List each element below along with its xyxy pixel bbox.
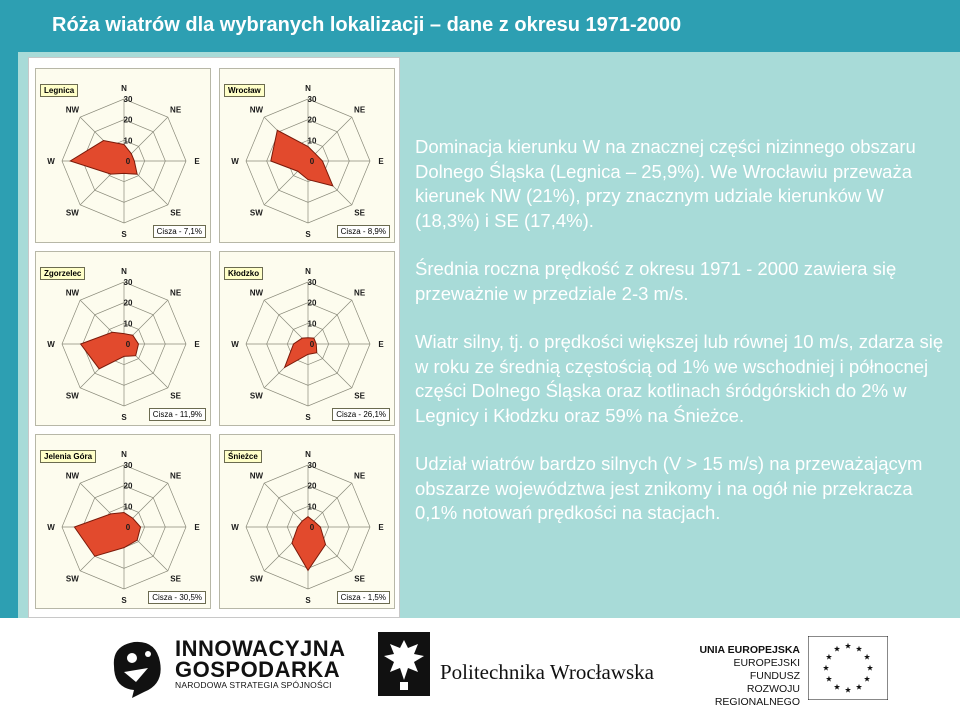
eu-logo-text: UNIA EUROPEJSKA EUROPEJSKI FUNDUSZ ROZWOJU REGIONALNEGO xyxy=(699,644,800,708)
rose-calm-label: Cisza - 8,9% xyxy=(337,225,390,238)
rose-direction-label: E xyxy=(378,523,384,532)
rose-direction-label: SE xyxy=(354,391,365,401)
rose-scale-label: 0 xyxy=(125,523,131,532)
rose-calm-label: Cisza - 11,9% xyxy=(149,408,206,421)
rose-direction-label: SE xyxy=(170,574,181,584)
rose-direction-label: SW xyxy=(65,574,79,584)
rose-direction-label: W xyxy=(231,157,239,166)
rose-scale-label: 20 xyxy=(307,481,317,491)
rose-scale-label: 30 xyxy=(307,461,317,470)
paragraph-mean-speed: Średnia roczna prędkość z okresu 1971 - 2000 zawiera się przeważnie w przedziale 2-3 m/s. xyxy=(415,258,897,304)
rose-direction-label: SE xyxy=(354,574,365,584)
rose-scale-label: 30 xyxy=(123,95,133,104)
footer-logos xyxy=(0,618,960,716)
rose-calm-label: Cisza - 30,5% xyxy=(148,591,206,604)
rose-scale-label: 0 xyxy=(309,157,315,166)
rose-scale-label: 30 xyxy=(307,95,317,104)
rose-direction-label: NE xyxy=(354,288,366,298)
rose-direction-label: S xyxy=(305,413,311,422)
rose-direction-label: N xyxy=(305,84,311,93)
university-name: Politechnika Wrocławska xyxy=(440,660,654,684)
rose-direction-label: NE xyxy=(170,288,182,298)
rose-direction-label: S xyxy=(305,596,311,605)
rose-scale-label: 20 xyxy=(307,298,317,308)
rose-direction-label: NW xyxy=(249,288,264,298)
rose-direction-label: E xyxy=(378,340,384,349)
innovation-logo-icon xyxy=(108,636,166,700)
rose-direction-label: N xyxy=(121,267,127,276)
rose-spoke xyxy=(264,483,308,527)
paragraph-dominance: Dominacja kierunku W na znacznej części nizinnego obszaru Dolnego Śląska (Legnica – 25,9%). We Wrocławiu przeważa kierunek NW (21%), przy znacznym udziale kierunków W (18,3%) i SE (17,4%). xyxy=(415,136,916,231)
rose-scale-label: 10 xyxy=(123,136,133,146)
rose-scale-label: 10 xyxy=(123,502,133,512)
slide-title: Róża wiatrów dla wybranych lokalizacji – dane z okresu 1971-2000 xyxy=(52,14,682,36)
left-accent-strip xyxy=(0,52,18,618)
rose-direction-label: N xyxy=(121,450,127,459)
rose-scale-label: 0 xyxy=(309,523,315,532)
rose-direction-label: S xyxy=(121,413,127,422)
rose-location-label: Legnica xyxy=(40,84,78,97)
rose-direction-label: E xyxy=(194,157,200,166)
rose-scale-label: 20 xyxy=(123,115,133,125)
rose-direction-label: S xyxy=(121,230,127,239)
rose-direction-label: SE xyxy=(354,208,365,218)
rose-data-polygon xyxy=(271,130,333,186)
rose-calm-label: Cisza - 26,1% xyxy=(332,408,390,421)
wind-rose-klodzko xyxy=(219,251,395,426)
rose-location-label: Wrocław xyxy=(224,84,265,97)
rose-spoke xyxy=(264,300,308,344)
rose-scale-label: 10 xyxy=(307,136,317,146)
rose-calm-label: Cisza - 1,5% xyxy=(337,591,390,604)
rose-direction-label: SW xyxy=(65,208,79,218)
rose-scale-label: 10 xyxy=(123,319,133,329)
rose-direction-label: SW xyxy=(249,574,263,584)
rose-direction-label: S xyxy=(305,230,311,239)
rose-data-polygon xyxy=(74,513,140,557)
rose-direction-label: NW xyxy=(249,471,264,481)
rose-scale-label: 30 xyxy=(123,278,133,287)
rose-direction-label: W xyxy=(231,340,239,349)
rose-direction-label: NW xyxy=(249,105,264,115)
rose-direction-label: N xyxy=(121,84,127,93)
wind-rose-wroclaw xyxy=(219,68,395,243)
rose-scale-label: 10 xyxy=(307,319,317,329)
rose-direction-label: SE xyxy=(170,208,181,218)
paragraph-very-strong-wind: Udział wiatrów bardzo silnych (V > 15 m/s) na przeważającym obszarze województwa jest znikomy i na ogół nie przekracza 0,1% notowań prędkości na stacjach. xyxy=(415,453,923,523)
wind-rose-legnica xyxy=(35,68,211,243)
rose-direction-label: W xyxy=(47,523,55,532)
wind-roses-panel xyxy=(28,57,400,618)
rose-direction-label: SE xyxy=(170,391,181,401)
rose-scale-label: 0 xyxy=(125,340,131,349)
rose-direction-label: NE xyxy=(354,105,366,115)
rose-direction-label: E xyxy=(378,157,384,166)
rose-location-label: Zgorzelec xyxy=(40,267,85,280)
rose-direction-label: NW xyxy=(65,105,80,115)
rose-scale-label: 0 xyxy=(125,157,131,166)
rose-direction-label: E xyxy=(194,340,200,349)
rose-direction-label: W xyxy=(47,157,55,166)
rose-location-label: Śnieżce xyxy=(224,450,262,463)
eu-flag-icon xyxy=(808,636,888,700)
wind-rose-sniezka xyxy=(219,434,395,609)
rose-direction-label: NE xyxy=(170,471,182,481)
rose-scale-label: 30 xyxy=(123,461,133,470)
rose-direction-label: S xyxy=(121,596,127,605)
rose-direction-label: SW xyxy=(249,391,263,401)
rose-scale-label: 30 xyxy=(307,278,317,287)
innovation-logo-subtitle: NARODOWA STRATEGIA SPÓJNOŚCI xyxy=(175,680,332,690)
rose-direction-label: NE xyxy=(170,105,182,115)
rose-direction-label: W xyxy=(47,340,55,349)
rose-data-polygon xyxy=(81,332,139,369)
rose-direction-label: E xyxy=(194,523,200,532)
rose-direction-label: W xyxy=(231,523,239,532)
paragraph-strong-wind: Wiatr silny, tj. o prędkości większej lub równej 10 m/s, zdarza się w roku ze średnią częstością od 1% we wschodniej i północnej części Dolnego Śląska oraz kotlinach śródgórskich do 2% w Legnicy i Kłodzku oraz 59% na Śnieżce. xyxy=(415,331,944,426)
rose-direction-label: NE xyxy=(354,471,366,481)
rose-scale-label: 20 xyxy=(123,298,133,308)
rose-direction-label: NW xyxy=(65,288,80,298)
rose-calm-label: Cisza - 7,1% xyxy=(153,225,206,238)
rose-direction-label: N xyxy=(305,267,311,276)
rose-scale-label: 0 xyxy=(309,340,315,349)
rose-scale-label: 20 xyxy=(307,115,317,125)
rose-direction-label: SW xyxy=(249,208,263,218)
university-eagle-icon xyxy=(378,632,430,696)
rose-scale-label: 10 xyxy=(307,502,317,512)
wind-rose-zgorzelec xyxy=(35,251,211,426)
innovation-logo-text: INNOWACYJNA GOSPODARKA xyxy=(175,636,346,682)
rose-direction-label: N xyxy=(305,450,311,459)
wind-rose-jelenia-gora xyxy=(35,434,211,609)
rose-location-label: Jelenia Góra xyxy=(40,450,96,463)
rose-direction-label: SW xyxy=(65,391,79,401)
rose-location-label: Kłodzko xyxy=(224,267,263,280)
description-text xyxy=(415,135,950,550)
rose-data-polygon xyxy=(292,517,326,571)
rose-scale-label: 20 xyxy=(123,481,133,491)
rose-direction-label: NW xyxy=(65,471,80,481)
